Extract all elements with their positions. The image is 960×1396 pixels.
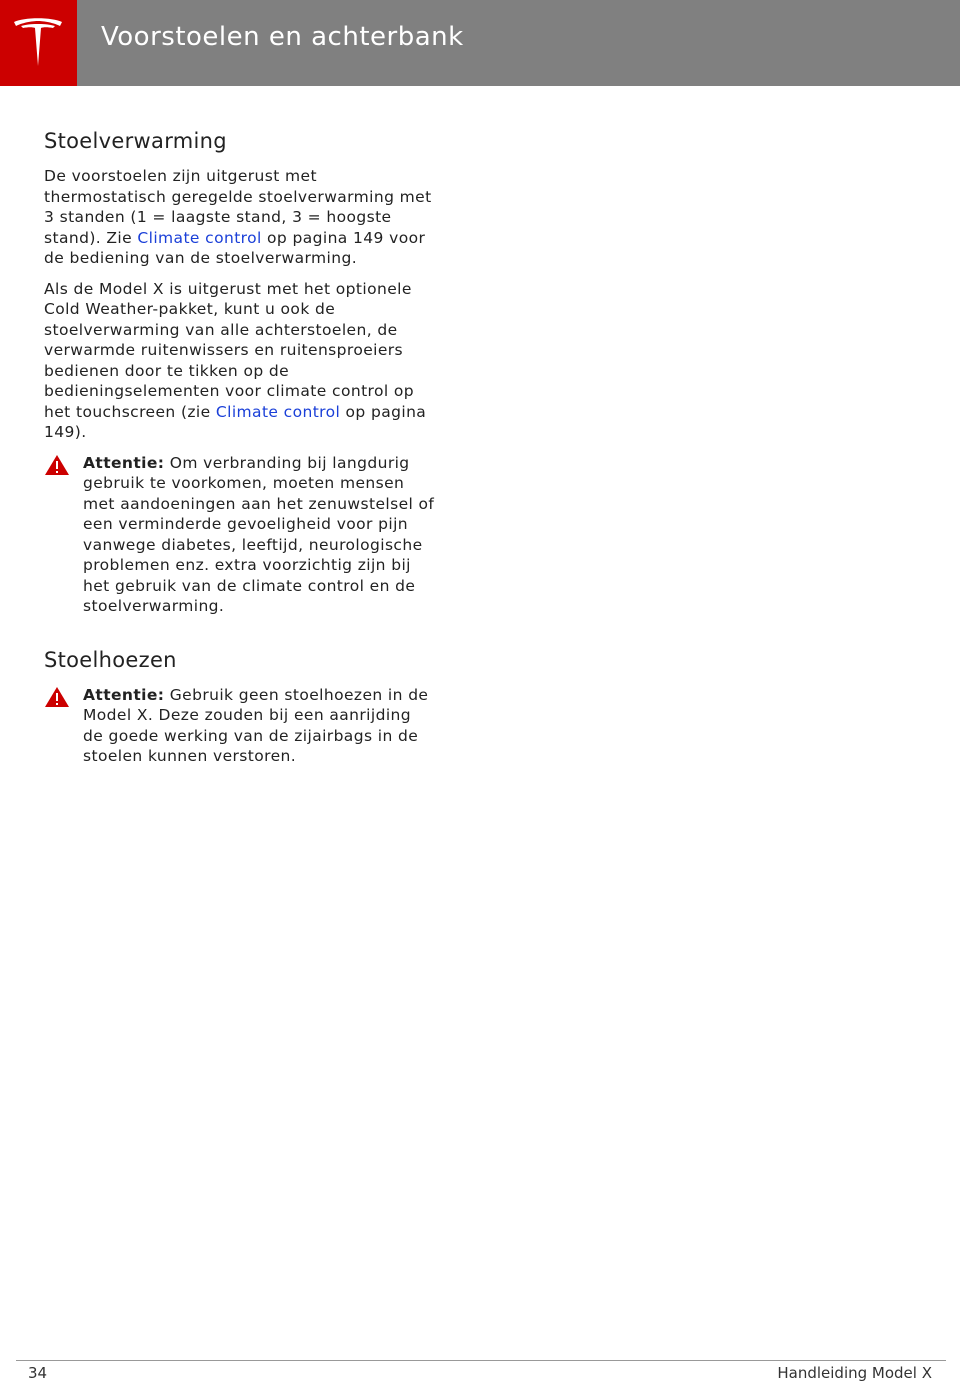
paragraph-seat-heating: De voorstoelen zijn uitgerust met thermostatisch geregelde stoelverwarming met 3 standen (1 = laagste stand, 3 = hoogste stand). Zie Climate control op pagina 149 voor de bediening van de stoelverwarming. (44, 167, 432, 267)
climate-control-link[interactable]: Climate control (137, 228, 262, 247)
section-heading-stoelverwarming: Stoelverwarming (44, 129, 227, 153)
page-title: Voorstoelen en achterbank (101, 22, 464, 52)
warning-seat-covers (44, 685, 436, 767)
warning-triangle-icon (44, 454, 70, 476)
warning-burn (44, 453, 436, 617)
tesla-logo-icon (12, 16, 64, 70)
footer-divider (16, 1360, 946, 1361)
page-header (0, 0, 960, 86)
warning-label: Attentie: (83, 453, 165, 472)
footer-document-title: Handleiding Model X (777, 1364, 932, 1382)
section-heading-stoelhoezen: Stoelhoezen (44, 647, 177, 672)
warning-text: Om verbranding bij langdurig gebruik te voorkomen, moeten mensen met aandoeningen aan het zenuwstelsel of een verminderde gevoeligheid voor pijn vanwege diabetes, leeftijd, neurologische problemen enz. extra voorzichtig zijn bij het gebruik van de climate control en de stoelverwarming. (83, 453, 435, 615)
warning-label: Attentie: (83, 685, 165, 704)
page-number: 34 (28, 1364, 48, 1382)
main-content (44, 126, 436, 777)
paragraph-cold-weather: Als de Model X is uitgerust met het optionele Cold Weather-pakket, kunt u ook de stoelverwarming van alle achterstoelen, de verwarmde ruitenwissers en ruitensproeiers bedienen door te tikken op de bedieningselementen voor climate control op het touchscreen (zie Climate control op pagina 149). (44, 279, 427, 441)
warning-text: Gebruik geen stoelhoezen in de Model X. Deze zouden bij een aanrijding de goede werking van de zijairbags in de stoelen kunnen verstoren. (83, 685, 429, 765)
warning-triangle-icon (44, 686, 70, 708)
brand-logo-box (0, 0, 77, 86)
climate-control-link[interactable]: Climate control (215, 402, 341, 421)
